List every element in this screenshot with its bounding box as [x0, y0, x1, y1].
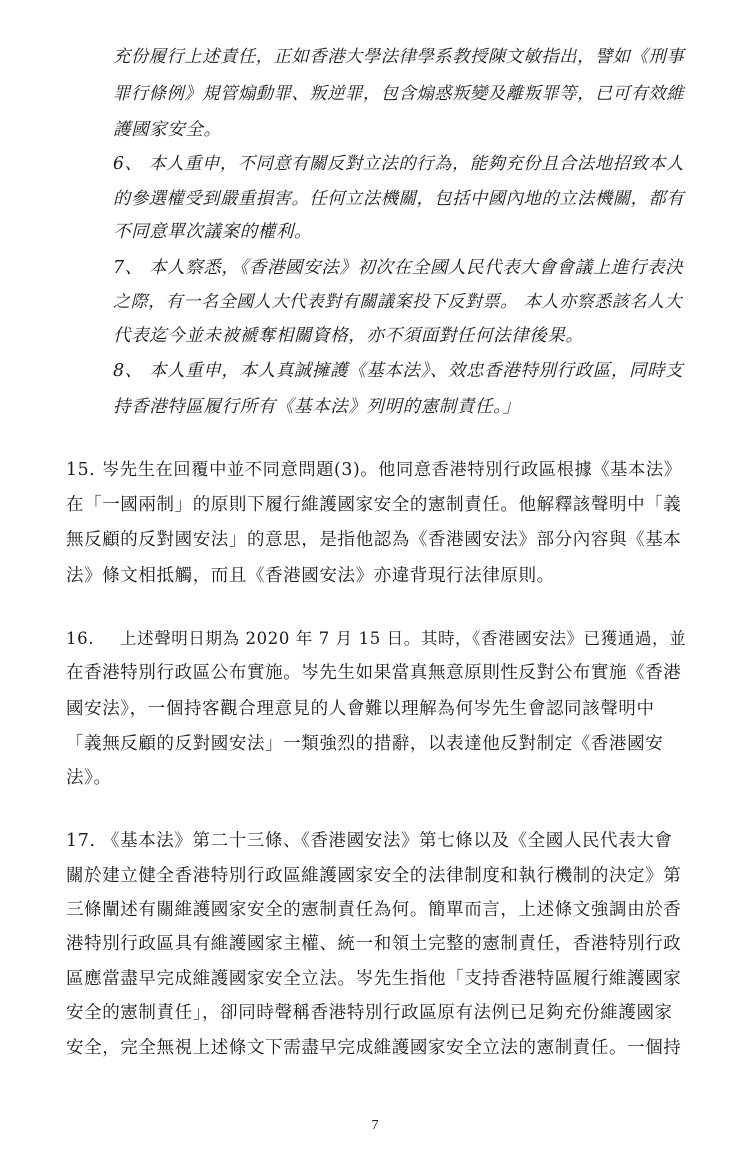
paragraph-line: 區應當盡早完成維護國家安全立法。岑先生指他「支持香港特區履行維護國家	[66, 969, 682, 989]
quote-line: 護國家安全。	[113, 120, 222, 140]
paragraph-line: 法》條文相抵觸，而且《香港國安法》亦違背現行法律原則。	[66, 566, 555, 586]
quote-line: 6、 本人重申，不同意有關反對立法的行為，能夠充份且合法地招致本人	[113, 154, 685, 174]
paragraph-line: 國安法》，一個持客觀合理意見的人會難以理解為何岑先生會認同該聲明中	[66, 699, 655, 719]
paragraph-number: 15.	[66, 460, 96, 480]
quote-line: 不同意單次議案的權利。	[113, 222, 313, 242]
paragraph-line: 港特別行政區具有維護國家主權、統一和領土完整的憲制責任，香港特別行政	[66, 934, 682, 954]
quote-line: 8、 本人重申，本人真誠擁護《基本法》、效忠香港特別行政區，同時支	[113, 361, 684, 381]
paragraph-number: 17.	[66, 831, 96, 851]
paragraph-line: 安全，完全無視上述條文下需盡早完成維護國家安全立法的憲制責任。一個持	[66, 1038, 682, 1058]
paragraph-text: 《基本法》第二十三條、《香港國安法》第七條以及《全國人民代表大會	[102, 831, 673, 851]
quote-line: 7、 本人察悉，《香港國安法》初次在全國人民代表大會會議上進行表決	[113, 258, 684, 278]
paragraph-17-first-line	[66, 829, 688, 853]
quote-line: 持香港特區履行所有《基本法》列明的憲制責任。」	[113, 397, 521, 417]
paragraph-text: 岑先生在回覆中並不同意問題(3)。他同意香港特別行政區根據《基本法》	[102, 460, 682, 480]
paragraph-16-first-line	[66, 627, 688, 651]
quote-line: 充份履行上述責任，正如香港大學法律學系教授陳文敏指出，譬如《刑事	[113, 47, 685, 67]
paragraph-15-first-line	[66, 458, 688, 482]
quote-line: 罪行條例》規管煽動罪、叛逆罪，包含煽惑叛變及離叛罪等，已可有效維	[113, 84, 685, 104]
paragraph-line: 無反顧的反對國安法」的意思，是指他認為《香港國安法》部分內容與《基本	[66, 530, 682, 550]
page-number: 7	[371, 1118, 379, 1133]
quote-line: 代表迄今並未被褫奪相關資格，亦不須面對任何法律後果。	[113, 326, 584, 346]
paragraph-line: 安全的憲制責任」，卻同時聲稱香港特別行政區原有法例已足夠充份維護國家	[66, 1003, 673, 1023]
paragraph-number: 16.	[66, 629, 95, 648]
paragraph-line: 法》。	[66, 768, 112, 788]
paragraph-line: 在香港特別行政區公布實施。岑先生如果當真無意原則性反對公布實施《香港	[66, 663, 682, 683]
paragraph-text: 上述聲明日期為 2020 年 7 月 15 日。其時，《香港國安法》已獲通過，並	[120, 629, 687, 648]
paragraph-line: 關於建立健全香港特別行政區維護國家安全的法律制度和執行機制的決定》第	[66, 866, 682, 886]
paragraph-line: 「義無反顧的反對國安法」一類強烈的措辭，以表達他反對制定《香港國安	[66, 734, 664, 754]
quote-line: 的參選權受到嚴重損害。任何立法機關，包括中國內地的立法機關，都有	[113, 189, 685, 209]
paragraph-line: 三條闡述有關維護國家安全的憲制責任為何。簡單而言，上述條文強調由於香	[66, 900, 682, 920]
quote-line: 之際，有一名全國人大代表對有關議案投下反對票。 本人亦察悉該名人大	[113, 292, 683, 312]
paragraph-line: 在「一國兩制」的原則下履行維護國家安全的憲制責任。他解釋該聲明中「義	[66, 495, 682, 515]
